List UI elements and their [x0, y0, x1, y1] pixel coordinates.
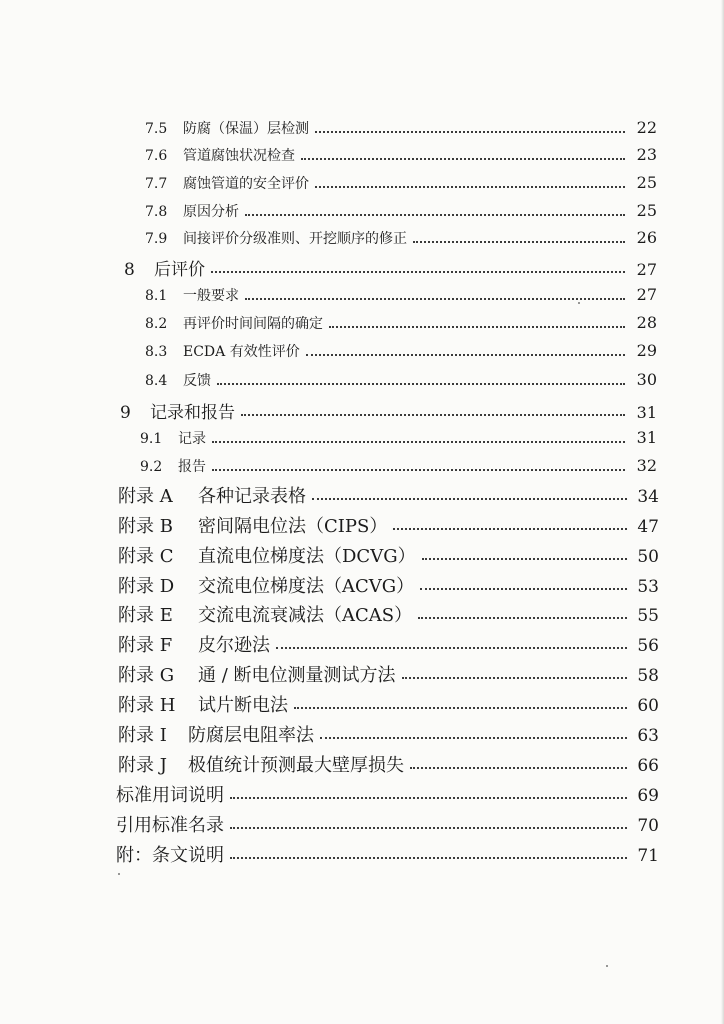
toc-entry-8-2[interactable] [145, 313, 657, 333]
toc-entry-appendix-g[interactable] [118, 661, 659, 687]
toc-dot-leader [315, 186, 625, 188]
toc-entry-title: 极值统计预测最大壁厚损失 [188, 755, 404, 776]
toc-entry-number: 附录 E [118, 605, 173, 626]
toc-dot-leader [245, 214, 625, 216]
toc-entry-title: 后评价 [154, 260, 205, 280]
toc-entry-appendix-b[interactable] [118, 512, 659, 538]
toc-entry-page: 31 [636, 428, 657, 447]
toc-entry-title: 记录 [178, 431, 206, 447]
toc-entry-appendix-a[interactable] [118, 482, 659, 508]
toc-entry-8-4[interactable] [145, 370, 657, 390]
toc-entry-7-9[interactable] [145, 228, 657, 248]
toc-entry-page: 25 [636, 173, 657, 192]
toc-entry-appendix-i[interactable] [118, 721, 659, 747]
toc-dot-leader [393, 528, 627, 530]
toc-entry-7-5[interactable] [145, 118, 657, 138]
toc-dot-leader [212, 469, 625, 471]
toc-entry-page: 22 [636, 118, 657, 137]
toc-entry-title: 一般要求 [183, 288, 239, 304]
toc-entry-title: 原因分析 [183, 204, 239, 220]
toc-dot-leader [230, 857, 627, 859]
toc-entry-page: 53 [637, 577, 659, 597]
toc-entry-8-3[interactable] [145, 341, 657, 361]
toc-dot-leader [320, 737, 627, 739]
toc-dot-leader [230, 827, 627, 829]
toc-dot-leader [217, 383, 625, 385]
toc-entry-page: 26 [636, 228, 657, 247]
toc-entry-number: 附录 F [118, 635, 173, 656]
toc-entry-page: 55 [637, 606, 659, 626]
toc-entry-number: 附录 B [118, 516, 173, 537]
toc-entry-9[interactable] [120, 398, 657, 423]
toc-dot-leader [306, 354, 625, 356]
toc-dot-leader [420, 588, 627, 590]
toc-entry-appendix-e[interactable] [118, 601, 659, 627]
toc-entry-page: 71 [637, 846, 659, 866]
toc-entry-page: 63 [637, 726, 659, 746]
toc-entry-title: 试片断电法 [198, 695, 288, 716]
toc-entry-appendix-d[interactable] [118, 572, 659, 598]
toc-entry-number: 附录 H [118, 695, 176, 716]
toc-entry-number: 附录 C [118, 546, 174, 567]
toc-entry-page: 23 [636, 145, 657, 164]
toc-entry-number: 8.4 [145, 373, 168, 389]
toc-entry-page: 28 [636, 313, 657, 332]
toc-entry-number: 附录 I [118, 725, 167, 746]
toc-entry-page: 32 [636, 456, 657, 475]
toc-entry-title: 反馈 [183, 373, 211, 389]
toc-entry-title: 防腐（保温）层检测 [183, 121, 309, 137]
toc-entry-appendix-c[interactable] [118, 542, 659, 568]
toc-entry-title: 防腐层电阻率法 [188, 725, 314, 746]
toc-entry-appendix-j[interactable] [118, 751, 659, 777]
toc-entry-page: 60 [637, 696, 659, 716]
toc-entry-title: 附：条文说明 [116, 845, 224, 866]
toc-entry-page: 50 [637, 547, 659, 567]
toc-dot-leader [410, 767, 627, 769]
toc-entry-title: 密间隔电位法（CIPS） [198, 516, 388, 537]
toc-entry-title: 各种记录表格 [198, 486, 306, 507]
toc-entry-7-6[interactable] [145, 145, 657, 165]
toc-entry-title: 标准用词说明 [116, 785, 224, 806]
toc-dot-leader [276, 647, 627, 649]
toc-entry-title: 腐蚀管道的安全评价 [183, 176, 309, 192]
toc-entry-clause-notes[interactable] [116, 841, 659, 867]
toc-entry-number: 9.1 [140, 431, 163, 447]
toc-entry-page: 29 [636, 341, 657, 360]
toc-entry-title: ECDA 有效性评价 [183, 344, 300, 360]
toc-dot-leader [230, 797, 627, 799]
toc-entry-number: 8 [124, 260, 135, 280]
toc-entry-title: 通 / 断电位测量测试方法 [198, 665, 396, 686]
toc-entry-number: 9 [120, 403, 131, 423]
toc-entry-number: 7.6 [145, 148, 168, 164]
toc-entry-number: 7.8 [145, 204, 168, 220]
toc-entry-title: 直流电位梯度法（DCVG） [198, 546, 416, 567]
toc-entry-page: 30 [636, 370, 657, 389]
toc-entry-page: 47 [637, 517, 659, 537]
toc-entry-7-8[interactable] [145, 201, 657, 221]
toc-entry-title: 引用标准名录 [116, 815, 224, 836]
toc-entry-8-1[interactable] [145, 285, 657, 305]
scan-speck [578, 302, 580, 304]
toc-entry-page: 31 [636, 403, 657, 422]
toc-entry-title: 交流电位梯度法（ACVG） [198, 576, 415, 597]
toc-entry-title: 记录和报告 [150, 403, 235, 423]
toc-entry-title: 皮尔逊法 [198, 635, 270, 656]
toc-dot-leader [245, 298, 625, 300]
toc-entry-9-1[interactable] [140, 428, 657, 448]
toc-entry-number: 7.5 [145, 121, 168, 137]
toc-dot-leader [312, 498, 627, 500]
toc-dot-leader [422, 558, 627, 560]
toc-dot-leader [315, 131, 625, 133]
toc-dot-leader [212, 441, 625, 443]
toc-dot-leader [329, 326, 625, 328]
toc-entry-number: 8.2 [145, 316, 168, 332]
toc-entry-7-7[interactable] [145, 173, 657, 193]
toc-entry-number: 8.3 [145, 344, 168, 360]
toc-entry-page: 27 [636, 285, 657, 304]
toc-entry-page: 25 [636, 201, 657, 220]
toc-entry-page: 34 [637, 487, 659, 507]
toc-entry-number: 7.9 [145, 231, 168, 247]
toc-entry-number: 附录 A [118, 486, 173, 507]
toc-entry-appendix-f[interactable] [118, 631, 659, 657]
toc-entry-9-2[interactable] [140, 456, 657, 476]
toc-entry-number: 8.1 [145, 288, 168, 304]
toc-dot-leader [301, 158, 625, 160]
toc-entry-page: 70 [637, 816, 659, 836]
toc-entry-number: 7.7 [145, 176, 168, 192]
toc-entry-number: 9.2 [140, 459, 163, 475]
toc-entry-title: 交流电流衰减法（ACAS） [198, 605, 413, 626]
toc-entry-title: 管道腐蚀状况检查 [183, 148, 295, 164]
toc-entry-standard-terms[interactable] [116, 781, 659, 807]
toc-entry-number: 附录 J [118, 755, 167, 776]
toc-entry-page: 58 [637, 666, 659, 686]
toc-dot-leader [413, 241, 625, 243]
toc-dot-leader [294, 707, 627, 709]
toc-entry-page: 56 [637, 636, 659, 656]
toc-dot-leader [418, 617, 627, 619]
toc-entry-number: 附录 D [118, 576, 175, 597]
toc-entry-page: 27 [636, 260, 657, 279]
toc-entry-page: 66 [637, 756, 659, 776]
toc-entry-page: 69 [637, 786, 659, 806]
toc-entry-8[interactable] [124, 255, 657, 280]
toc-entry-title: 报告 [178, 459, 206, 475]
toc-entry-title: 间接评价分级准则、开挖顺序的修正 [183, 231, 407, 247]
scan-speck [118, 873, 120, 875]
toc-dot-leader [241, 414, 625, 416]
scan-speck [606, 965, 608, 967]
toc-entry-cited-standards[interactable] [116, 811, 659, 837]
toc-dot-leader [211, 271, 625, 273]
toc-entry-number: 附录 G [118, 665, 175, 686]
toc-dot-leader [402, 677, 627, 679]
toc-entry-appendix-h[interactable] [118, 691, 659, 717]
toc-entry-title: 再评价时间间隔的确定 [183, 316, 323, 332]
